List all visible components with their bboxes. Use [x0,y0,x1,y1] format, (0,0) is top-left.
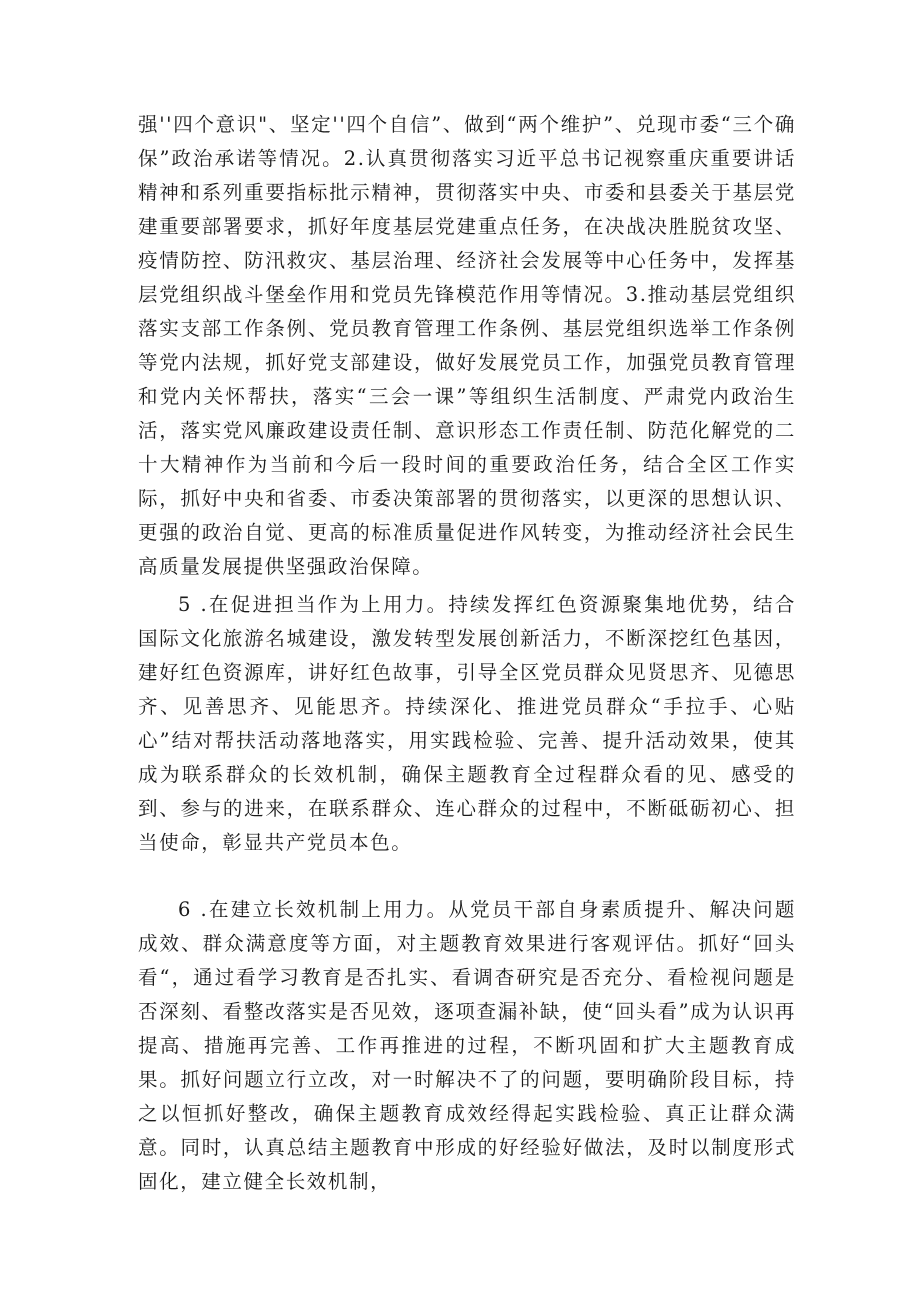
paragraph-item-5: 5 .在促进担当作为上用力。持续发挥红色资源聚集地优势，结合国际文化旅游名城建设，激发转型发展创新活力，不断深挖红色基因，建好红色资源库，讲好红色故事，引导全区党员群众见贤思齐、见德思齐、见善思齐、见能思齐。持续深化、推进党员群众“手拉手、心贴心”结对帮扶活动落地落实，用实践检验、完善、提升活动效果，使其成为联系群众的长效机制，确保主题教育全过程群众看的见、感受的到、参与的进来，在联系群众、连心群众的过程中，不断砥砺初心、担当使命，彰显共产党员本色。 [138,593,796,854]
paragraph-item-6: 6 .在建立长效机制上用力。从党员干部自身素质提升、解决问题成效、群众满意度等方面，对主题教育效果进行客观评估。抓好“回头看“，通过看学习教育是否扎实、看调杳研究是否充分、看检视问题是否深刻、看整改落实是否见效，逐项查漏补缺，使“回头看”成为认识再提高、措施再完善、工作再推进的过程，不断巩固和扩大主题教育成果。抓好问题立行立改，对一时解决不了的问题，要明确阶段目标，持之以恒抓好整改，确保主题教育成效经得起实践检验、真正让群众满意。同时，认真总结主题教育中形成的好经验好做法，及时以制度形式固化，建立健全长效机制， [138,898,796,1193]
paragraph-continued-items: 强''四个意识"、坚定''四个自信”、做到“两个维护”、兑现市委“三个确保”政治承诺等情况。2.认真贯彻落实习近平总书记视察重庆重要讲话精神和系列重要指标批示精神，贯彻落实中央、市委和县委关于基层党建重要部署要求，抓好年度基层党建重点任务，在决战决胜脱贫攻坚、疫情防控、防汛救灾、基层治理、经济社会发展等中心任务中，发挥基层党组织战斗堡垒作用和党员先锋模范作用等情况。3.推动基层党组织落实支部工作条例、党员教育管理工作条例、基层党组织选举工作条例等党内法规，抓好党支部建设，做好发展党员工作，加强党员教育管理和党内关怀帮扶，落实“三会一课”等组织生活制度、严肃党内政治生活，落实党风廉政建设责任制、意识形态工作责任制、防范化解党的二十大精神作为当前和今后一段时间的重要政治任务，结合全区工作实际，抓好中央和省委、市委决策部署的贯彻落实，以更深的思想认识、更强的政治自觉、更高的标准质量促进作风转变，为推动经济社会民生高质量发展提供坚强政治保障。 [138,113,796,578]
